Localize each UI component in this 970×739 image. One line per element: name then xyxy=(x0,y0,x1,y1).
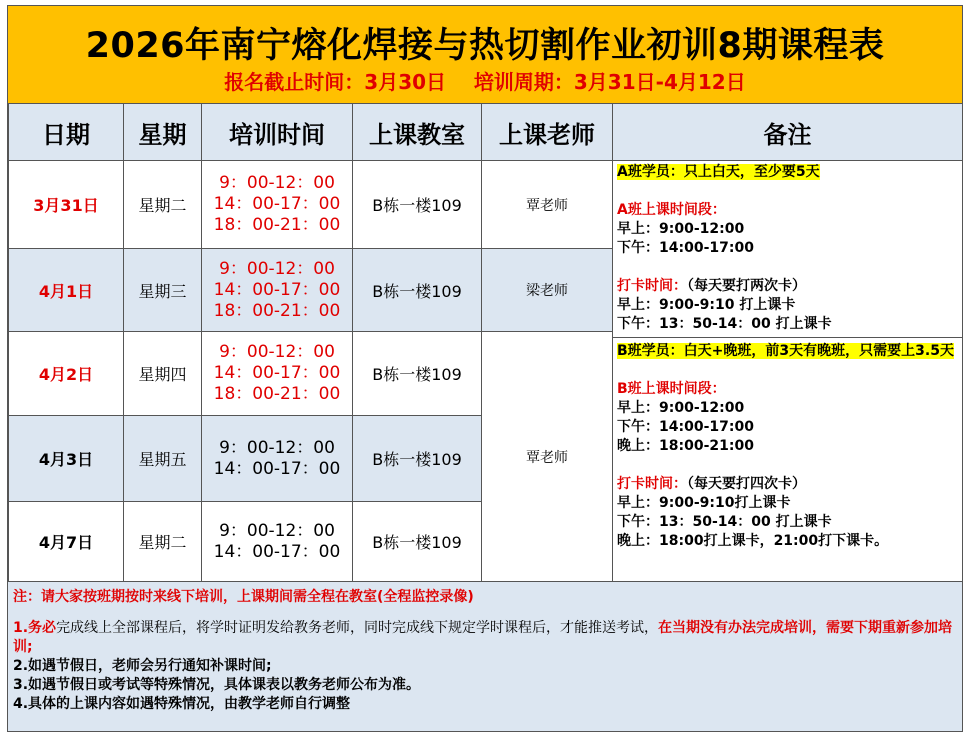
room-cell: B栋一楼109 xyxy=(353,161,482,249)
weekday-cell: 星期五 xyxy=(124,416,202,502)
col-header-date: 日期 xyxy=(9,104,124,161)
col-header-time: 培训时间 xyxy=(202,104,353,161)
weekday-cell: 星期四 xyxy=(124,332,202,416)
col-header-room: 上课教室 xyxy=(353,104,482,161)
weekday-cell: 星期二 xyxy=(124,161,202,249)
time-slot: 9：00-12：00 xyxy=(219,520,335,541)
time-slot: 14：00-17：00 xyxy=(213,279,341,300)
col-header-teacher: 上课老师 xyxy=(482,104,613,161)
date-cell: 4月1日 xyxy=(9,249,124,332)
time-slot: 18：00-21：00 xyxy=(213,215,341,235)
table-header-row xyxy=(9,104,963,161)
footer-item-1 xyxy=(13,619,958,657)
a-time-title: A班上课时间段： xyxy=(617,202,726,218)
b-evening: 晚上：18:00-21:00 xyxy=(617,438,754,454)
time-slot: 14：00-17：00 xyxy=(213,541,341,562)
footer-item-4: 4.具体的上课内容如遇特殊情况，由教学老师自行调整 xyxy=(13,696,351,712)
b-class-note: B班学员：白天+晚班，前3天有晚班，只需要上3.5天 xyxy=(617,343,954,359)
time-slot: 14：00-17：00 xyxy=(213,458,341,479)
room-cell: B栋一楼109 xyxy=(353,332,482,416)
a-checkin-note: （每天要打两次卡） xyxy=(687,278,806,294)
date-cell: 4月7日 xyxy=(9,502,124,582)
room-cell: B栋一楼109 xyxy=(353,249,482,332)
notes-cell xyxy=(613,161,963,582)
b-morning: 早上：9:00-12:00 xyxy=(617,400,745,416)
time-slot: 18：00-21：00 xyxy=(213,300,341,321)
schedule-sheet xyxy=(7,5,963,732)
table-row xyxy=(9,161,963,249)
date-cell: 3月31日 xyxy=(9,161,124,249)
time-slot: 18：00-21：00 xyxy=(213,384,341,404)
date-cell: 4月3日 xyxy=(9,416,124,502)
footer-item-1-prefix: 1.务必 xyxy=(13,620,57,636)
b-afternoon: 下午：14:00-17:00 xyxy=(617,419,754,435)
time-slot: 9：00-12：00 xyxy=(219,437,335,458)
weekday-cell: 星期二 xyxy=(124,502,202,582)
time-slot: 14：00-17：00 xyxy=(213,194,341,214)
time-cell xyxy=(202,332,353,416)
a-class-note: A班学员：只上白天，至少要5天 xyxy=(617,164,820,180)
teacher-cell: 覃老师 xyxy=(482,332,613,582)
teacher-cell: 梁老师 xyxy=(482,249,613,332)
weekday-cell: 星期三 xyxy=(124,249,202,332)
time-cell xyxy=(202,161,353,249)
b-checkin-afternoon: 下午：13：50-14：00 打上课卡 xyxy=(617,514,832,530)
teacher-cell: 覃老师 xyxy=(482,161,613,249)
time-slot: 9：00-12：00 xyxy=(219,173,335,193)
time-slot: 14：00-17：00 xyxy=(213,363,341,383)
footer-item-2: 2.如遇节假日，老师会另行通知补课时间; xyxy=(13,658,272,674)
schedule-table xyxy=(8,103,963,582)
time-cell xyxy=(202,416,353,502)
footer-item-1-suffix: 在当期没有办法完成培训，需要下期重新参加培训; xyxy=(13,620,953,655)
col-header-weekday: 星期 xyxy=(124,104,202,161)
b-checkin-title: 打卡时间： xyxy=(617,476,687,492)
room-cell: B栋一楼109 xyxy=(353,416,482,502)
a-checkin-morning: 早上：9:00-9:10 打上课卡 xyxy=(617,297,796,313)
footer-notes xyxy=(8,581,962,731)
footer-note: 注：请大家按班期按时来线下培训，上课期间需全程在教室(全程监控录像) xyxy=(13,589,474,605)
footer-item-1-middle: 完成线上全部课程后，将学时证明发给教务老师，同时完成线下规定学时课程后，才能推送考试， xyxy=(56,620,659,636)
page-subtitle: 报名截止时间：3月30日 培训周期：3月31日-4月12日 xyxy=(224,70,746,94)
date-cell: 4月2日 xyxy=(9,332,124,416)
time-slot: 9：00-12：00 xyxy=(219,258,335,279)
room-cell: B栋一楼109 xyxy=(353,502,482,582)
a-afternoon: 下午：14:00-17:00 xyxy=(617,240,754,256)
b-checkin-evening: 晚上：18:00打上课卡，21:00打下课卡。 xyxy=(617,533,889,549)
b-checkin-note: （每天要打四次卡） xyxy=(687,476,806,492)
col-header-notes: 备注 xyxy=(613,104,963,161)
b-time-title: B班上课时间段： xyxy=(617,381,726,397)
a-checkin-title: 打卡时间： xyxy=(617,278,687,294)
page-title: 2026年南宁熔化焊接与热切割作业初训8期课程表 xyxy=(85,26,885,66)
a-morning: 早上：9:00-12:00 xyxy=(617,221,745,237)
b-checkin-morning: 早上：9:00-9:10打上课卡 xyxy=(617,495,791,511)
time-cell xyxy=(202,249,353,332)
header-banner xyxy=(8,6,962,104)
a-checkin-afternoon: 下午：13：50-14：00 打上课卡 xyxy=(617,316,832,332)
time-cell xyxy=(202,502,353,582)
time-slot: 9：00-12：00 xyxy=(219,342,335,362)
footer-item-3: 3.如遇节假日或考试等特殊情况，具体课表以教务老师公布为准。 xyxy=(13,677,421,693)
